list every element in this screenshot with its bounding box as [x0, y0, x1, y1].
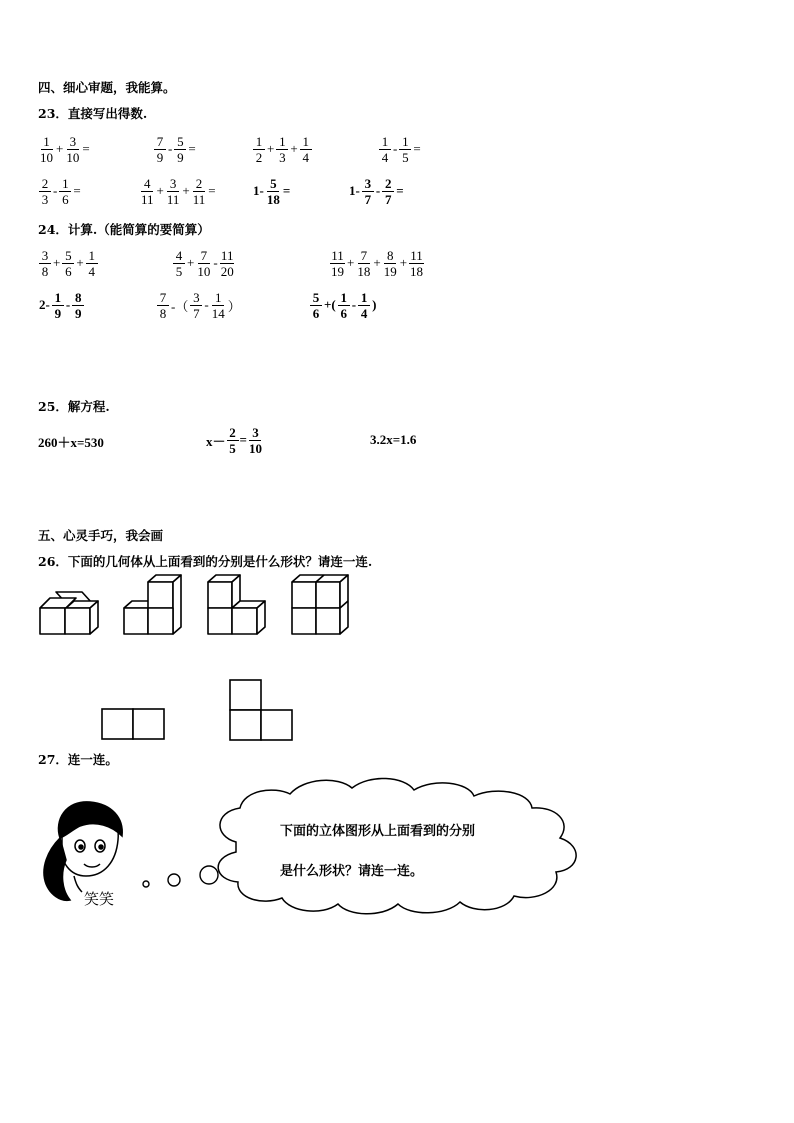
operator: -: [204, 297, 209, 312]
denominator: 6: [65, 263, 72, 279]
denominator: 5: [402, 149, 409, 165]
solid-1-two-cubes-stacked-back: [40, 592, 98, 634]
denominator: 7: [193, 305, 200, 321]
numerator: 1: [276, 134, 288, 150]
equation-2-equals: =: [239, 432, 247, 447]
denominator: 10: [40, 149, 53, 165]
numerator: 5: [267, 176, 279, 192]
denominator: 9: [54, 305, 62, 321]
section-5-title: 五、心灵手巧，我会画: [38, 528, 164, 543]
denominator: 9: [177, 149, 184, 165]
section-4-title: 四、细心审题，我能算。: [38, 80, 176, 95]
numerator: 2: [39, 176, 51, 192]
operator: =: [396, 183, 404, 198]
operator: +: [399, 255, 408, 270]
numerator: 7: [358, 248, 370, 264]
denominator: 8: [41, 263, 49, 279]
top-view-1: [102, 709, 164, 739]
denominator: 11: [141, 191, 154, 207]
numerator: 1: [59, 176, 71, 192]
denominator: 4: [381, 149, 389, 165]
operator: =: [73, 183, 81, 198]
operator: +: [56, 141, 64, 156]
operator: =: [188, 141, 196, 156]
numerator: 1: [338, 290, 350, 306]
operator: +: [182, 183, 190, 198]
denominator: 3: [41, 191, 49, 207]
numerator: 4: [141, 176, 153, 192]
denominator: 14: [211, 305, 225, 321]
operator: -: [53, 183, 58, 198]
numerator: 3: [39, 248, 51, 264]
operator: +: [347, 255, 355, 270]
numerator: 11: [220, 247, 234, 263]
operator: -（: [171, 298, 189, 314]
operator: +: [156, 183, 164, 198]
numerator: 5: [174, 134, 186, 150]
solid-3-step-shape: [208, 575, 265, 634]
operator: =: [208, 183, 216, 198]
operator: 2-: [39, 297, 50, 312]
bubble-text-line-1: 下面的立体图形从上面看到的分别: [280, 824, 476, 839]
numerator: 5: [310, 290, 322, 306]
operator: 1-: [349, 183, 360, 198]
denominator: 4: [302, 149, 309, 165]
operator: -: [351, 297, 357, 312]
operator: +: [187, 255, 195, 270]
numerator: 3: [67, 134, 79, 150]
denominator: 19: [331, 263, 344, 279]
numerator: 7: [157, 290, 169, 306]
numerator: 3: [167, 176, 179, 192]
numerator: 5: [62, 248, 74, 264]
denominator: 10: [66, 149, 80, 165]
q24-title: 24．计算.（能简算的要简算）: [38, 222, 210, 237]
q25-title: 25．解方程.: [38, 399, 110, 414]
operator: -: [213, 255, 218, 270]
numerator: 11: [331, 247, 344, 263]
numerator: 3: [190, 290, 202, 306]
numerator: 8: [384, 248, 396, 264]
numerator: 1: [86, 248, 98, 264]
numerator: 2: [193, 176, 205, 192]
denominator: 11: [166, 191, 180, 207]
equation-1: 260＋x=530: [38, 435, 104, 450]
equation-2-fraction-2: $\frac{3}{10}$: [248, 424, 262, 456]
q27-title: 27．连一连。: [38, 752, 118, 767]
operator: -: [168, 141, 173, 156]
operator: ）: [227, 298, 241, 314]
denominator: 9: [156, 149, 164, 165]
bubble-text-line-2: 是什么形状？请连一连。: [280, 864, 424, 879]
girl-character-illustration: [44, 802, 122, 900]
q23-title: 23．直接写出得数.: [38, 106, 148, 121]
denominator: 6: [62, 191, 69, 207]
numerator: 3: [362, 176, 374, 192]
denominator: 19: [383, 263, 397, 279]
top-view-2: [230, 680, 292, 740]
operator: -: [375, 183, 381, 198]
denominator: 20: [220, 263, 234, 279]
denominator: 18: [410, 263, 424, 279]
character-name-label: 笑笑: [84, 890, 115, 908]
numerator: 8: [72, 290, 84, 306]
equation-2-fraction-1: $\frac{2}{5}$: [227, 425, 239, 456]
operator: 1-: [253, 183, 264, 198]
numerator: 4: [173, 248, 185, 264]
numerator: 7: [154, 134, 166, 150]
denominator: 11: [192, 191, 206, 207]
solid-4-four-cubes: [292, 575, 348, 634]
denominator: 18: [357, 263, 371, 279]
equation-2-prefix: x－: [206, 433, 226, 449]
operator: ): [372, 297, 377, 312]
operator: +: [373, 255, 381, 270]
denominator: 10: [197, 263, 211, 279]
numerator: 7: [198, 248, 210, 264]
operator: +(: [324, 297, 336, 312]
denominator: 7: [384, 191, 392, 207]
operator: +: [53, 255, 61, 270]
numerator: 1: [399, 134, 411, 150]
denominator: 9: [74, 305, 82, 321]
numerator: 1: [212, 290, 224, 306]
numerator: 1: [52, 290, 64, 306]
operator: +: [267, 141, 275, 156]
denominator: 6: [340, 305, 347, 321]
denominator: 5: [175, 263, 183, 279]
operator: =: [282, 183, 291, 198]
operator: -: [393, 141, 398, 156]
denominator: 4: [360, 305, 368, 321]
numerator: 1: [300, 134, 312, 150]
operator: =: [413, 141, 421, 156]
numerator: 1: [358, 290, 370, 306]
operator: +: [290, 141, 298, 156]
q26-title: 26．下面的几何体从上面看到的分别是什么形状？请连一连.: [38, 554, 373, 569]
thought-bubble: [143, 778, 576, 913]
solid-2-l-shape: [124, 575, 181, 634]
numerator: 11: [410, 247, 423, 263]
denominator: 3: [279, 149, 286, 165]
numerator: 1: [41, 134, 53, 150]
numerator: 1: [379, 134, 391, 150]
equation-3: 3.2x=1.6: [370, 432, 417, 447]
denominator: 7: [364, 191, 372, 207]
operator: +: [76, 255, 84, 270]
denominator: 8: [159, 305, 167, 321]
denominator: 6: [312, 305, 320, 321]
denominator: 18: [266, 191, 280, 207]
operator: =: [82, 141, 90, 156]
denominator: 4: [88, 263, 95, 279]
denominator: 2: [255, 149, 263, 165]
operator: -: [65, 297, 71, 312]
numerator: 1: [253, 134, 265, 150]
numerator: 2: [382, 176, 394, 192]
